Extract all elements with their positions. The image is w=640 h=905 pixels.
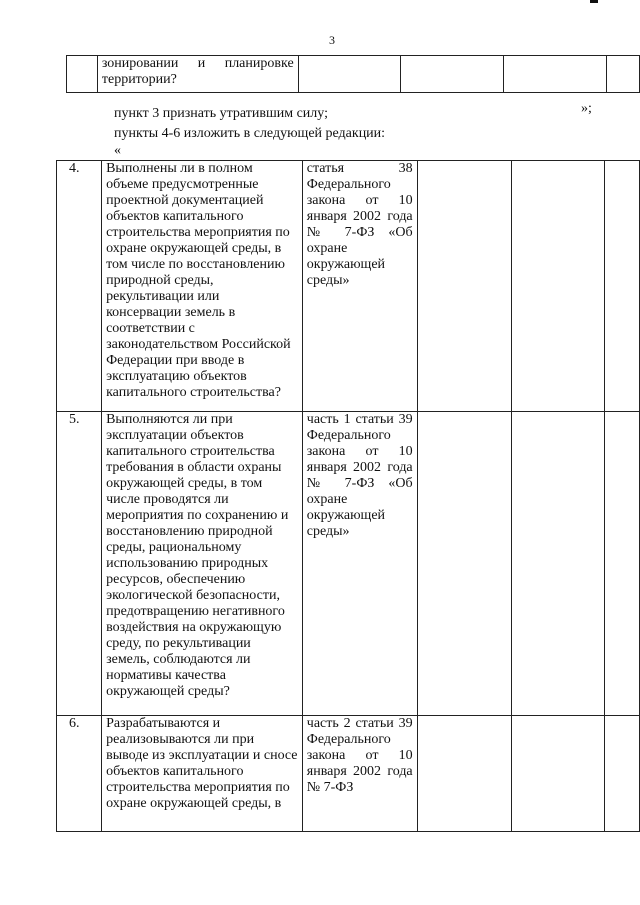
row-empty-cell bbox=[511, 412, 604, 716]
closing-quote: »; bbox=[581, 101, 592, 116]
table-row bbox=[67, 56, 640, 93]
scan-mark bbox=[590, 0, 598, 3]
table-cell-empty bbox=[504, 56, 607, 93]
checklist-table bbox=[56, 160, 640, 832]
row-question: Выполнены ли в полном объеме предусмотренные проектной документацией объектов капитального строительства мероприятия по охране окружающей среды, в том числе по восстановлению природной среды, рекультивации или консервации земель в соответствии с законодательством Российской Федерации при вводе в эксплуатацию объектов капитального строительства? bbox=[102, 161, 303, 412]
row-question: Разрабатываются и реализовываются ли при выводе из эксплуатации и сносе объектов капитального строительства мероприятия по охране окружающей среды, в bbox=[102, 716, 303, 832]
row-number: 5. bbox=[57, 412, 102, 716]
table-cell-law bbox=[298, 56, 400, 93]
row-empty-cell bbox=[417, 161, 511, 412]
paragraph-line: пункт 3 признать утратившим силу; bbox=[114, 106, 328, 121]
table-cell-empty bbox=[400, 56, 504, 93]
row-law: часть 1 статьи 39 Федерального закона от 10 января 2002 года № 7-ФЗ «Об охране окружающей среды» bbox=[302, 412, 417, 716]
table-cell-num bbox=[67, 56, 98, 93]
table-cell-question: зонировании и планировке территории? bbox=[97, 56, 298, 93]
row-empty-cell bbox=[605, 412, 640, 716]
continued-table bbox=[66, 55, 640, 93]
row-question: Выполняются ли при эксплуатации объектов капитального строительства требования в области охраны окружающей среды, в том числе проводятся ли мероприятия по сохранению и восстановлению природной среды, рациональному использованию природных ресурсов, обеспечению экологической безопасности, предотвращению негативного воздействия на окружающую среду, по рекультивации земель, соблюдаются ли нормативы качества окружающей среды? bbox=[102, 412, 303, 716]
row-empty-cell bbox=[511, 161, 604, 412]
row-empty-cell bbox=[417, 412, 511, 716]
paragraph-line: пункты 4-6 изложить в следующей редакции: bbox=[114, 126, 386, 141]
row-number: 6. bbox=[57, 716, 102, 832]
table-row bbox=[57, 161, 640, 412]
page-number: 3 bbox=[329, 33, 335, 47]
table-row bbox=[57, 716, 640, 832]
row-law: статья 38 Федерального закона от 10 января 2002 года № 7-ФЗ «Об охране окружающей среды» bbox=[302, 161, 417, 412]
row-empty-cell bbox=[511, 716, 604, 832]
table-row bbox=[57, 412, 640, 716]
row-empty-cell bbox=[417, 716, 511, 832]
table-cell-empty bbox=[607, 56, 640, 93]
row-empty-cell bbox=[605, 716, 640, 832]
row-number: 4. bbox=[57, 161, 102, 412]
open-quote: « bbox=[114, 143, 121, 158]
row-empty-cell bbox=[605, 161, 640, 412]
row-law: часть 2 статьи 39 Федерального закона от 10 января 2002 года № 7-ФЗ bbox=[302, 716, 417, 832]
